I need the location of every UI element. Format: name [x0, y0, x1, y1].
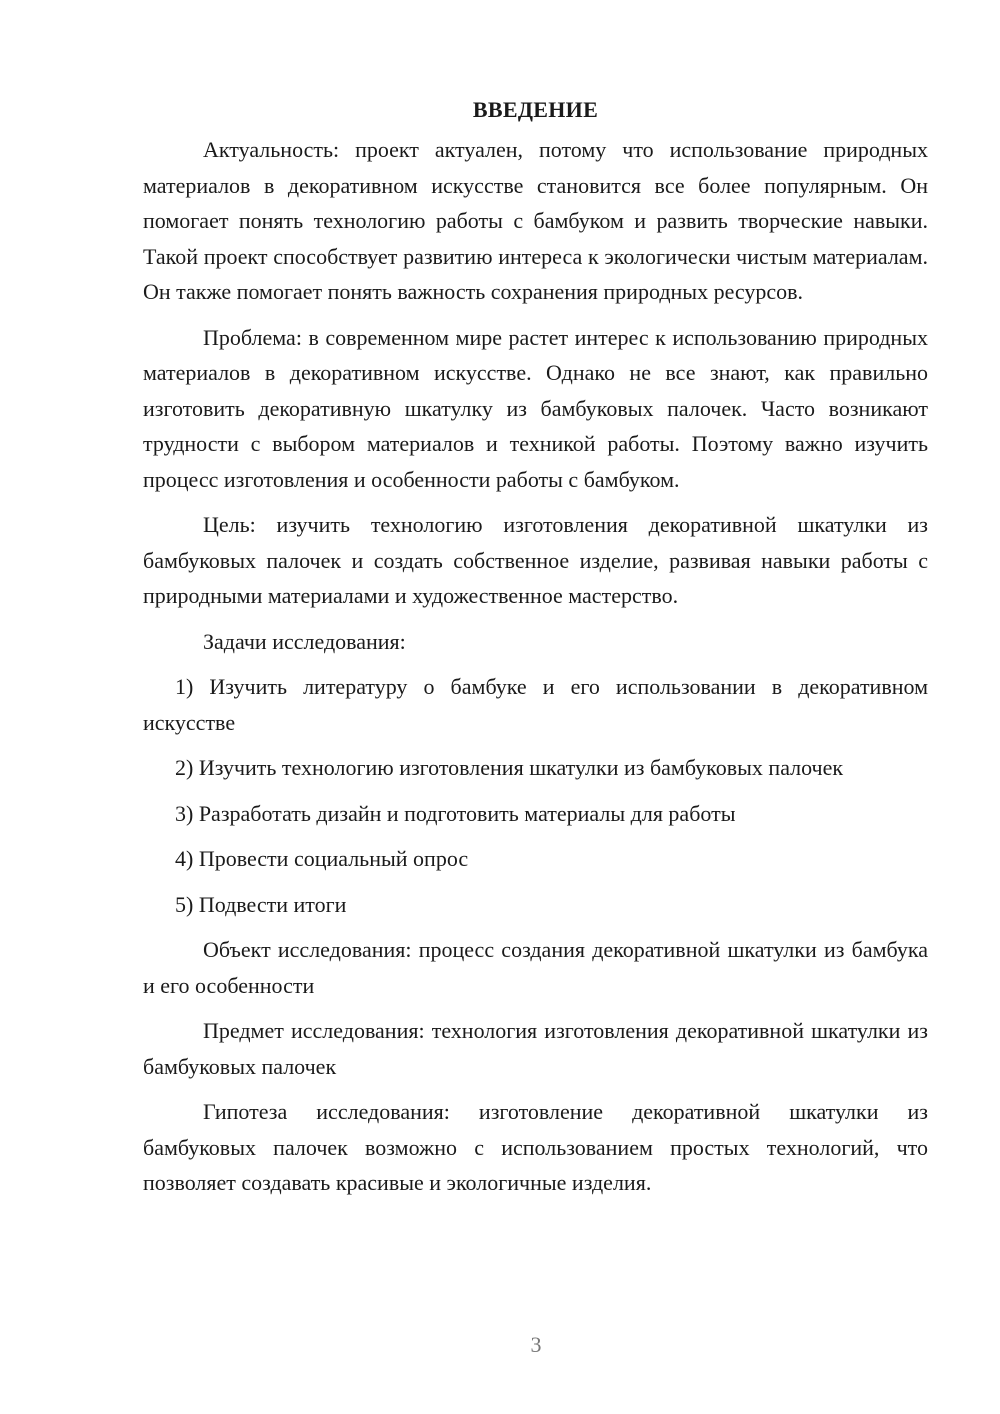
task-item-2: 2) Изучить технологию изготовления шкатулки из бамбуковых палочек: [175, 755, 844, 780]
problem-paragraph: Проблема: в современном мире растет интерес к использованию природных материалов в декоративном искусстве. Однако не все знают, как правильно изготовить декоративную шкатулку из бамбуковых палочек. Часто возникают трудности с выбором материалов и техникой работы. Поэтому важно изучить процесс изготовления и особенности работы с бамбуком.: [143, 324, 928, 492]
hypothesis-paragraph: Гипотеза исследования: изготовление декоративной шкатулки из бамбуковых палочек возможно с использованием простых технологий, что позволяет создавать красивые и экологичные изделия.: [143, 1099, 928, 1195]
subject-paragraph: Предмет исследования: технология изготовления декоративной шкатулки из бамбуковых палочек: [143, 1018, 928, 1079]
page-title: ВВЕДЕНИЕ: [472, 97, 599, 122]
task-item-3: 3) Разработать дизайн и подготовить материалы для работы: [175, 800, 736, 826]
page-number: 3: [530, 1332, 542, 1357]
tasks-heading: Задачи исследования:: [203, 628, 406, 654]
task-item-5: 5) Подвести итоги: [175, 891, 347, 917]
object-paragraph: Объект исследования: процесс создания декоративной шкатулки из бамбука и его особенности: [143, 937, 928, 998]
document-page: [143, 92, 928, 1211]
task-item-4: 4) Провести социальный опрос: [175, 846, 469, 871]
relevance-paragraph: Актуальность: проект актуален, потому что использование природных материалов в декоративном искусстве становится все более популярным. Он помогает понять технологию работы с бамбуком и развить творческие навыки. Такой проект способствует развитию интереса к экологически чистым материалам. Он также помогает понять важность сохранения природных ресурсов.: [143, 137, 928, 304]
task-item-1: 1) Изучить литературу о бамбуке и его использовании в декоративном искусстве: [143, 674, 928, 735]
goal-paragraph: Цель: изучить технологию изготовления декоративной шкатулки из бамбуковых палочек и создать собственное изделие, развивая навыки работы с природными материалами и художественное мастерство.: [143, 512, 928, 608]
